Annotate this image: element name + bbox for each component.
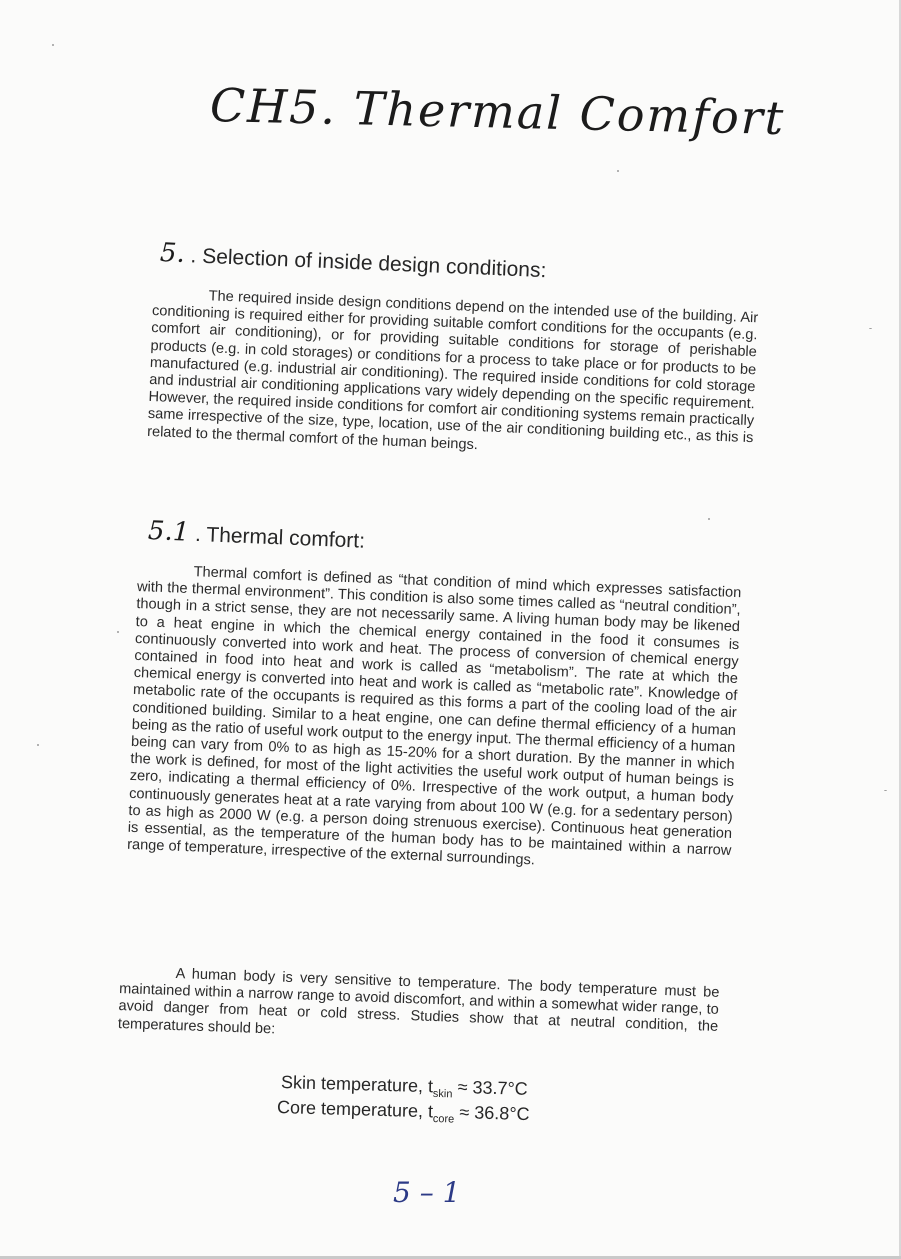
- formula-value: ≈ 33.7°C: [452, 1076, 528, 1099]
- formula-label: Skin temperature, t: [280, 1072, 434, 1097]
- paragraph-inside-design-conditions: The required inside design conditions depend on the intended use of the building. Air conditioning is required either for providing suitable comfort conditions for the occupants (e.g. comfort air conditioning), or for providing suitable conditions for storage of perishable products (e.g. in cold storages) or conditions for a process to take place or for products to be manufactured (e.g. industrial air conditioning). The required inside conditions for cold storage and industrial air conditioning applications vary widely depending on the specific requirement. However, the required inside conditions for comfort air conditioning systems remain practically same irrespective of the size, type, location, use of the air conditioning building etc., as this is related to the thermal comfort of the human beings.: [146, 288, 759, 453]
- formula-subscript: core: [432, 1112, 455, 1126]
- section-number: 5.: [159, 238, 186, 270]
- subsection-number: 5.1: [147, 516, 190, 548]
- section-heading: [159, 238, 547, 284]
- formula-value: ≈ 36.8°C: [454, 1101, 530, 1125]
- subsection-heading-text: . Thermal comfort:: [194, 522, 366, 553]
- chapter-title: CH5. Thermal Comfort: [209, 78, 786, 146]
- page-number: 5 – 1: [393, 1176, 461, 1209]
- formula-label: Core temperature, t: [276, 1097, 434, 1122]
- paragraph-body-temperature: A human body is very sensitive to temperature. The body temperature must be maintained within a narrow range to avoid discomfort, and within a somewhat wider range, to avoid danger from heat or cold stress. Studies show that at neutral condition, the temperatures should be:: [117, 965, 720, 1038]
- paragraph-thermal-comfort-definition: Thermal comfort is defined as “that condition of mind which expresses satisfaction with the thermal environment”. This condition is also some times called as “neutral condition”, though in a strict sense, they are not necessarily same. A living human body may be likened to a heat engine in which the chemical energy contained in the food it consumes is continuously converted into work and heat. The process of conversion of chemical energy contained in food into heat and work is called as “metabolism”. The rate at which the chemical energy is converted into heat and work is called as “metabolic rate”. Knowledge of metabolic rate of the occupants is required as this forms a part of the cooling load of the air conditioned building. Similar to a heat engine, one can define thermal efficiency of a human being as the ratio of useful work output to the energy input. The thermal efficiency of a human being can vary from 0% to as high as 15-20% for a short duration. By the manner in which the work is defined, for most of the light activities the useful work output of human beings is zero, indicating a thermal efficiency of 0%. Irrespective of the work output, a human body continuously generates heat at a rate varying from about 100 W (e.g. for a sedentary person) to as high as 2000 W (e.g. a person doing strenuous exercise). Continuous heat generation is essential, as the temperature of the human body has to be maintained within a narrow range of temperature, irrespective of the external surroundings.: [126, 564, 742, 869]
- subsection-heading: [147, 516, 365, 555]
- section-heading-text: . Selection of inside design conditions:: [190, 244, 547, 283]
- core-temperature-formula: [277, 1097, 530, 1128]
- formula-subscript: skin: [432, 1087, 453, 1101]
